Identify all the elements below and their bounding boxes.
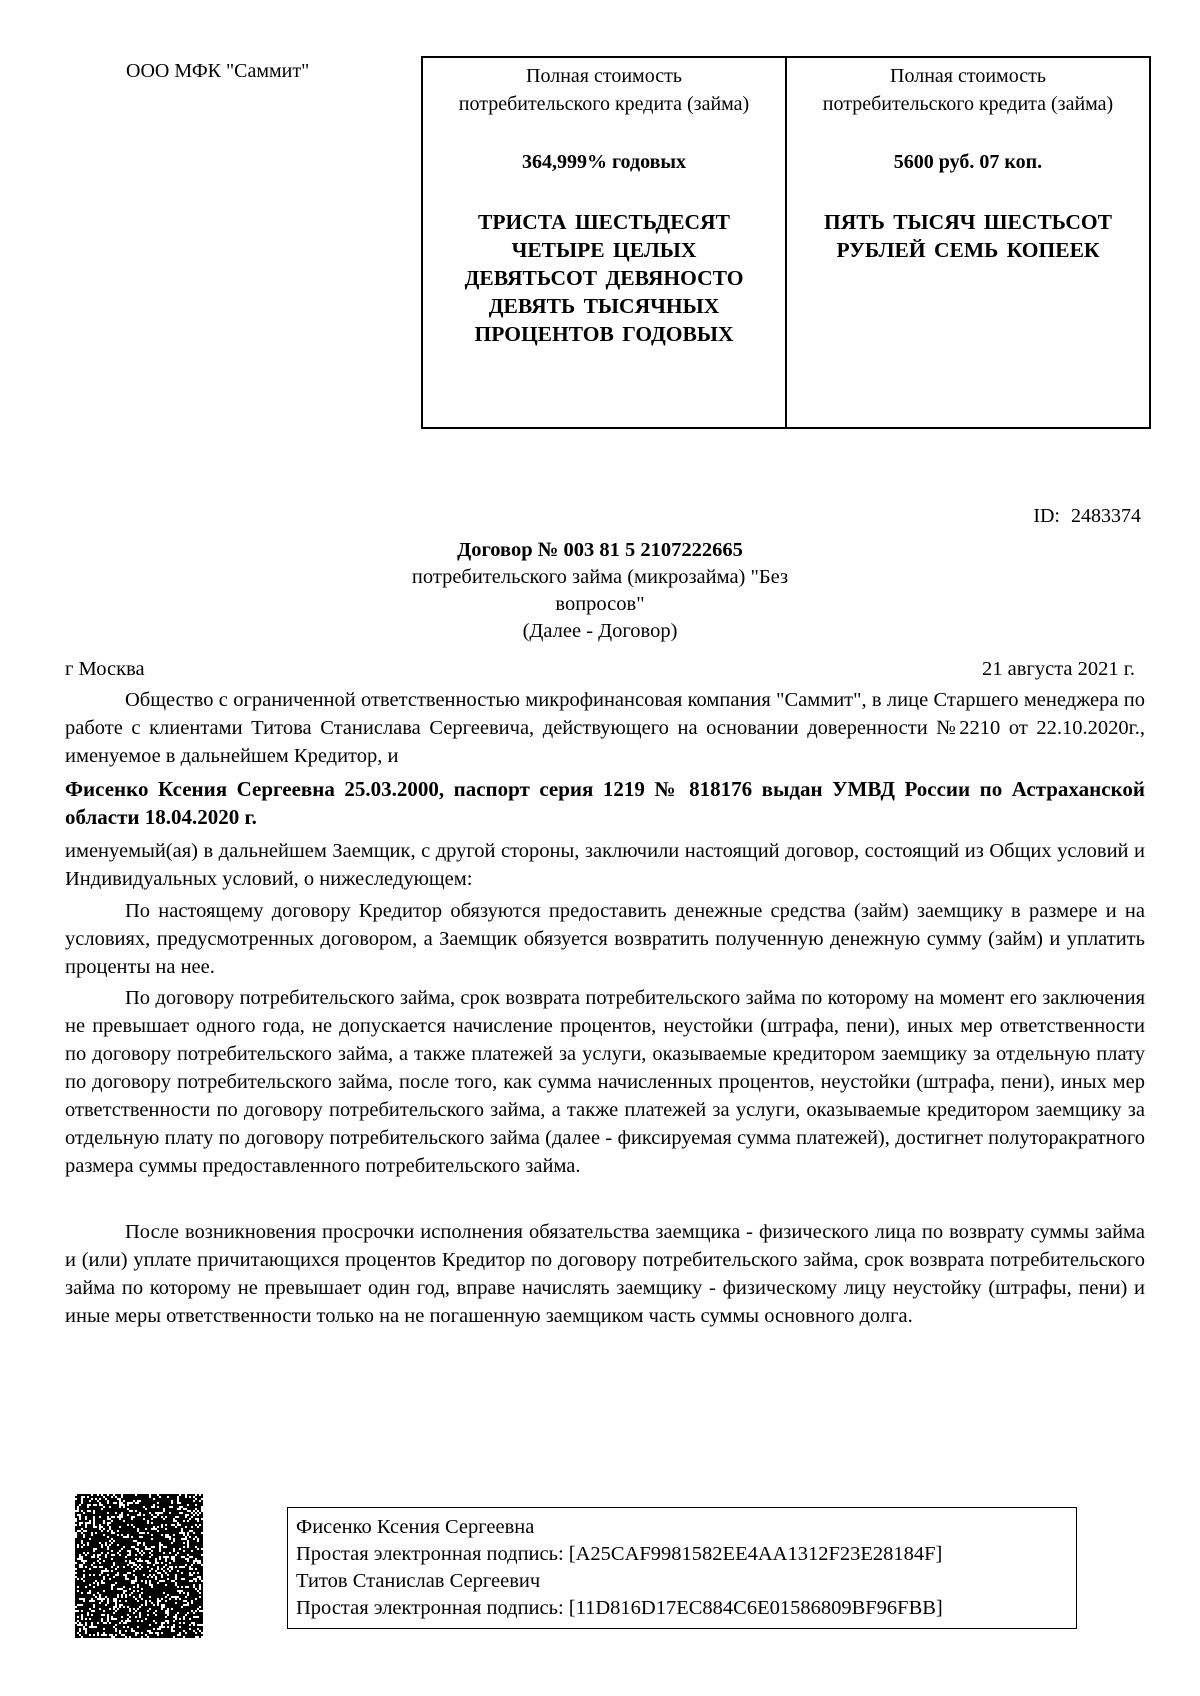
cost-cell-value: 5600 руб. 07 коп. xyxy=(893,151,1043,173)
cost-cell-title: Полная стоимость потребительского кредита (займа) xyxy=(822,65,1114,115)
cost-cell-percent xyxy=(423,58,785,427)
contract-title: Договор № 003 81 5 2107222665 xyxy=(457,539,743,561)
contract-subtitle: потребительского займа (микрозайма) "Без вопросов" xyxy=(411,566,789,615)
cost-cell-words: ПЯТЬ ТЫСЯЧ ШЕСТЬСОТ РУБЛЕЙ СЕМЬ КОПЕЕК xyxy=(824,210,1112,262)
cost-cell-value: 364,999% годовых xyxy=(521,151,687,173)
paragraph-parties: именуемый(ая) в дальнейшем Заемщик, с другой стороны, заключили настоящий договор, состоящий из Общих условий и Индивидуальных условий, о нижеследующем: xyxy=(65,840,1145,890)
paragraph-lender: Общество с ограниченной ответственностью микрофинансовая компания "Саммит", в лице Старшего менеджера по работе с клиентами Титова Станислава Сергеевича, действующего на основании доверенности №2210 от 22.10.2020г., именуемое в дальнейшем Кредитор, и xyxy=(65,689,1145,767)
signature-box xyxy=(287,1507,1077,1629)
cost-table xyxy=(421,56,1151,429)
contract-note: (Далее - Договор) xyxy=(522,620,678,642)
cost-cell-amount xyxy=(785,58,1149,427)
paragraph-borrower: Фисенко Ксения Сергеевна 25.03.2000, паспорт серия 1219 № 818176 выдан УМВД России по Астраханской области 18.04.2020 г. xyxy=(65,777,1145,829)
cost-cell-words: ТРИСТА ШЕСТЬДЕСЯТ ЧЕТЫРЕ ЦЕЛЫХ ДЕВЯТЬСОТ ДЕВЯНОСТО ДЕВЯТЬ ТЫСЯЧНЫХ ПРОЦЕНТОВ ГОДОВЫХ xyxy=(464,210,744,346)
borrower-signature: Простая электронная подпись: [A25CAF9981582EE4AA1312F23E28184F] xyxy=(296,1543,943,1565)
contract-place: г Москва xyxy=(65,658,145,680)
borrower-name: Фисенко Ксения Сергеевна xyxy=(296,1516,535,1538)
paragraph-interest-limit: По договору потребительского займа, срок возврата потребительского займа по которому на момент его заключения не превышает одного года, не допускается начисление процентов, неустойки (штрафа, пени), иных мер ответственности по договору потребительского займа, а также платежей за услуги, оказываемые кредитором заемщику за отдельную плату по договору потребительского займа, после того, как сумма начисленных процентов, неустойки (штрафа, пени), иных мер ответственности по договору потребительского займа, а также платежей за услуги, оказываемые кредитором заемщику за отдельную плату по договору потребительского займа (далее - фиксируемая сумма платежей), достигнет полуторакратного размера суммы предоставленного потребительского займа. xyxy=(65,987,1145,1177)
lender-signature: Простая электронная подпись: [11D816D17EC884C6E01586809BF96FBB] xyxy=(296,1597,943,1619)
document-id: ID: 2483374 xyxy=(1033,505,1141,527)
contract-date: 21 августа 2021 г. xyxy=(982,658,1135,680)
qr-code xyxy=(75,1494,203,1638)
paragraph-penalty: После возникновения просрочки исполнения обязательства заемщика - физического лица по возврату суммы займа и (или) уплате причитающихся процентов Кредитор по договору потребительского займа, срок возврата потребительского займа по которому не превышает один год, вправе начислять заемщику - физическому лицу неустойку (штрафы, пени) и иные меры ответственности только на не погашенную заемщиком часть суммы основного долга. xyxy=(65,1221,1145,1327)
cost-cell-title: Полная стоимость потребительского кредита (займа) xyxy=(458,65,750,115)
contract-heading xyxy=(0,537,1200,645)
company-name: ООО МФК "Саммит" xyxy=(126,60,310,82)
qr-code-pattern xyxy=(75,1494,203,1638)
paragraph-subject: По настоящему договору Кредитор обязуются предоставить денежные средства (займ) заемщику в размере и на условиях, предусмотренных договором, а Заемщик обязуется возвратить полученную денежную сумму (займ) и уплатить проценты на нее. xyxy=(65,900,1145,978)
lender-name: Титов Станислав Сергеевич xyxy=(296,1570,541,1592)
